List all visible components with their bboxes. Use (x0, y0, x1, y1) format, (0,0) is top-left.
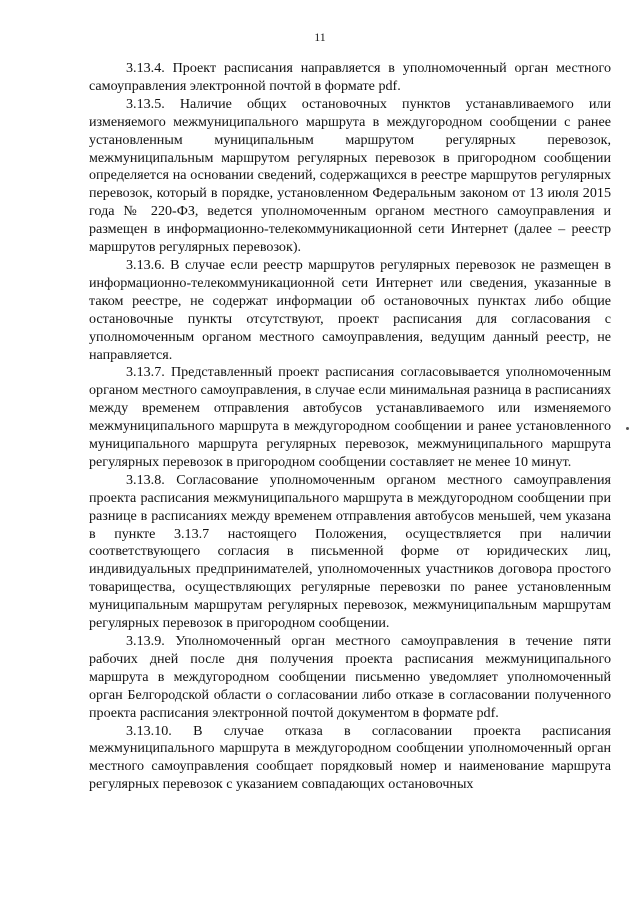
page-number: 11 (314, 30, 326, 44)
paragraph-3-13-6: 3.13.6. В случае если реестр маршрутов регулярных перевозок не размещен в информационно-телекоммуникационной сети Интернет или сведения, указанные в таком реестре, не содержат информации об остановочных пунктах либо общие остановочные пункты отсутствуют, проект расписания для согласования с уполномоченным органом местного самоуправления, ведущим данный реестр, не направляется. (89, 256, 611, 363)
paragraph-3-13-5: 3.13.5. Наличие общих остановочных пунктов устанавливаемого или изменяемого межмуниципального маршрута в междугородном сообщении с ранее установленным муниципальным маршрутом регулярных перевозок, межмуниципальным маршрутом регулярных перевозок в пригородном сообщении определяется на основании сведений, содержащихся в реестре маршрутов регулярных перевозок, который в порядке, установленном Федеральным законом от 13 июля 2015 года № 220-ФЗ, ведется уполномоченным органом местного самоуправления и размещен в информационно-телекоммуникационной сети Интернет (далее – реестр маршрутов регулярных перевозок). (89, 95, 611, 256)
paragraph-3-13-7: 3.13.7. Представленный проект расписания согласовывается уполномоченным органом местного самоуправления, в случае если минимальная разница в расписаниях между временем отправления автобусов устанавливаемого или изменяемого межмуниципального маршрута в междугородном сообщении и ранее установленного муниципального маршрута регулярных перевозок, межмуниципального маршрута регулярных перевозок в пригородном сообщении составляет не менее 10 минут. (89, 364, 611, 470)
paragraph-3-13-4: 3.13.4. Проект расписания направляется в уполномоченный орган местного самоуправления электронной почтой в формате pdf. (89, 60, 611, 94)
paragraph-3-13-10: 3.13.10. В случае отказа в согласовании проекта расписания межмуниципального маршрута в междугородном сообщении уполномоченный орган местного самоуправления сообщает порядковый номер и наименование маршрута регулярных перевозок с указанием совпадающих остановочных (89, 722, 611, 793)
paragraph-3-13-8: 3.13.8. Согласование уполномоченным органом местного самоуправления проекта расписания межмуниципального маршрута в междугородном сообщении при разнице в расписаниях между временем отправления автобусов меньшей, чем указана в пункте 3.13.7 настоящего Положения, осуществляется при наличии соответствующего согласия в письменной форме от юридических лиц, индивидуальных предпринимателей, уполномоченных участников договора простого товарищества, осуществляющих регулярные перевозки по ранее установленным муниципальным маршрутам регулярных перевозок, межмуниципальным маршрутам регулярных перевозок в пригородном сообщении. (89, 471, 611, 632)
paragraph-3-13-9: 3.13.9. Уполномоченный орган местного самоуправления в течение пяти рабочих дней после дня получения проекта расписания межмуниципального маршрута в междугородном сообщении письменно уведомляет уполномоченный орган Белгородской области о согласовании либо отказе в согласовании полученного проекта расписания электронной почтой документом в формате pdf. (89, 633, 611, 721)
document-body (89, 60, 611, 794)
scan-speck (626, 427, 629, 430)
